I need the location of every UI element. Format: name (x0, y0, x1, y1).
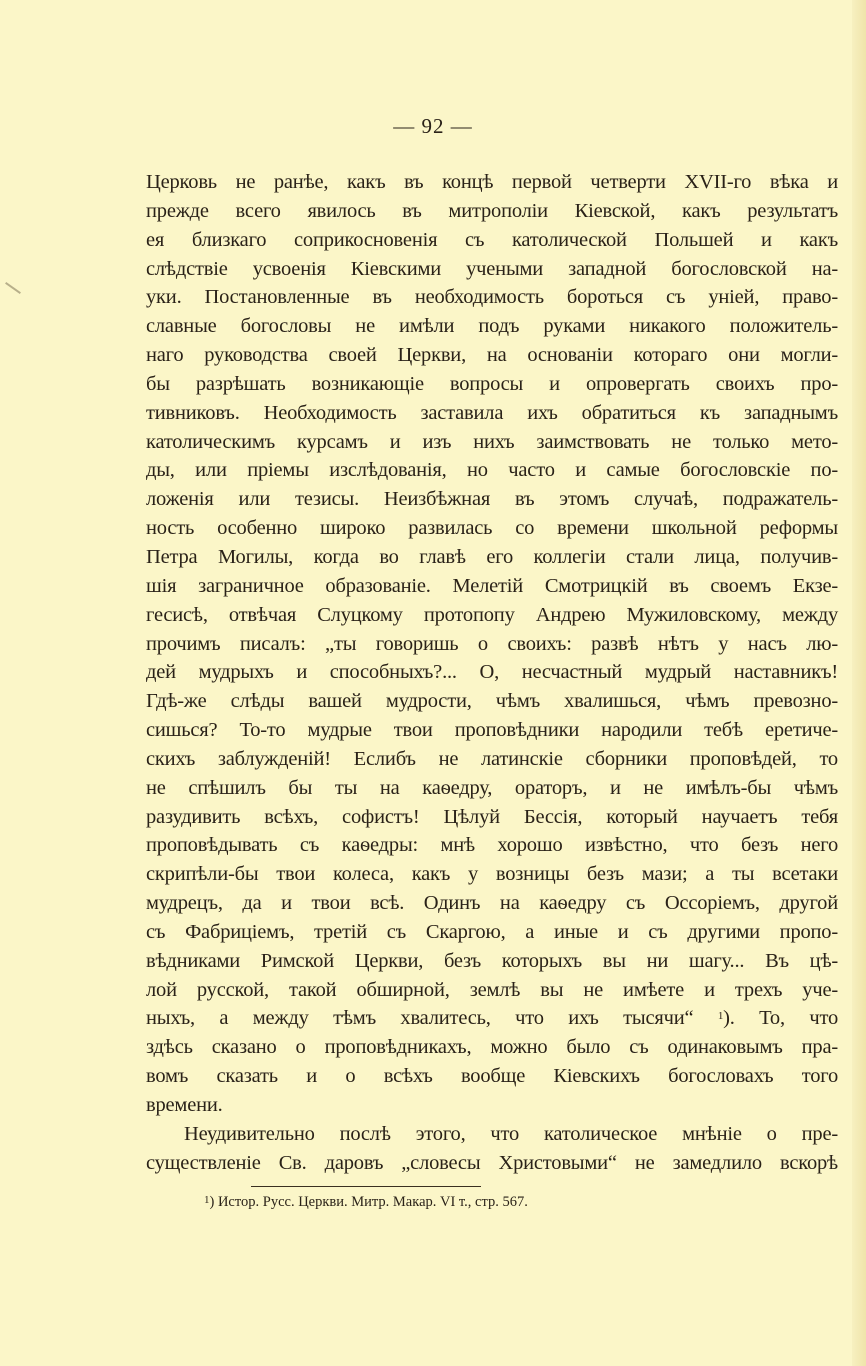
text-line: прежде всего явилось въ митрополіи Кіевской, какъ результатъ (146, 199, 838, 222)
text-line: славные богословы не имѣли подъ руками никакого положитель- (146, 315, 838, 338)
page-edge-shadow (852, 0, 866, 1366)
text-line: наго руководства своей Церкви, на основаніи котораго они могли- (146, 344, 838, 367)
text-line: вѣдниками Римской Церкви, безъ которыхъ вы ни шагу... Въ цѣ- (146, 949, 838, 972)
text-line: существленіе Св. даровъ „словесы Христовыми“ не замедлило вскорѣ (146, 1151, 838, 1174)
text-line: лой русской, такой обширной, землѣ вы не имѣете и трехъ уче- (146, 978, 838, 1001)
page-number: — 92 — (393, 114, 473, 138)
text-line: Гдѣ-же слѣды вашей мудрости, чѣмъ хвалишься, чѣмъ превозно- (146, 690, 838, 713)
text-line: тивниковъ. Необходимость заставила ихъ обратиться къ западнымъ (146, 401, 838, 424)
text-line: Церковь не ранѣе, какъ въ концѣ первой четверти XVII-го вѣка и (146, 171, 838, 193)
text-line: мудрецъ, да и твои всѣ. Одинъ на каѳедру съ Оссоріемъ, другой (146, 892, 838, 915)
text-line: ность особенно широко развилась со времени школьной реформы (146, 517, 838, 540)
text-line: съ Фабриціемъ, третій съ Скаргою, а иные и съ другими пропо- (146, 920, 838, 943)
footnote-rule (251, 1186, 481, 1187)
footnote-ref: 1 (717, 1010, 724, 1023)
text-line: здѣсь сказано о проповѣдникахъ, можно было съ одинаковымъ пра- (146, 1036, 838, 1059)
text-line: ея близкаго соприкосновенія съ католической Польшей и какъ (146, 228, 838, 251)
footnote (204, 1193, 528, 1211)
text-line: Неудивительно послѣ этого, что католическое мнѣніе о пре- (184, 1122, 838, 1145)
text-line: ложенія или тезисы. Неизбѣжная въ этомъ случаѣ, подражатель- (146, 488, 838, 511)
footnote-marker: 1 (204, 1194, 210, 1206)
text-line: шія заграничное образованіе. Мелетій Смотрицкій въ своемъ Екзе- (146, 574, 838, 597)
text-line: ды, или пріемы изслѣдованія, но часто и самые богословскіе по- (146, 459, 838, 482)
text-line: католическимъ курсамъ и изъ нихъ заимствовать не только мето- (146, 430, 838, 453)
text-line: времени. (146, 1094, 223, 1116)
text-line: вомъ сказать и о всѣхъ вообще Кіевскихъ богословахъ того (146, 1065, 838, 1088)
text-line: Петра Могилы, когда во главѣ его коллегіи стали лица, получив- (146, 545, 838, 568)
body-text (146, 168, 838, 1178)
text-line: скрипѣли-бы твои колеса, какъ у возницы безъ мази; а ты всетаки (146, 863, 838, 886)
text-line: скихъ заблужденій! Еслибъ не латинскіе сборники проповѣдей, то (146, 747, 838, 770)
text-line: гесисѣ, отвѣчая Слуцкому протопопу Андрею Мужиловскому, между (146, 603, 838, 626)
text-line: разудивить всѣхъ, софистъ! Цѣлуй Бессія, который научаетъ тебя (146, 805, 838, 828)
margin-mark (5, 282, 21, 294)
footnote-text: ) Истор. Русс. Церкви. Митр. Макар. VI т., стр. 567. (209, 1194, 528, 1210)
text-line: уки. Постановленные въ необходимость бороться съ уніей, право- (146, 286, 838, 309)
text-line: слѣдствіе усвоенія Кіевскими учеными западной богословской на- (146, 257, 838, 280)
text-line: не спѣшилъ бы ты на каѳедру, ораторъ, и не имѣлъ-бы чѣмъ (146, 776, 838, 799)
line-text: ). То, что (723, 1007, 838, 1030)
text-line: бы разрѣшать возникающіе вопросы и опровергать своихъ про- (146, 372, 838, 395)
text-line: проповѣдывать съ каѳедры: мнѣ хорошо извѣстно, что безъ него (146, 834, 838, 857)
text-line: сишься? То-то мудрые твои проповѣдники народили тебѣ еретиче- (146, 719, 838, 742)
line-text: ныхъ, а между тѣмъ хвалитесь, что ихъ тысячи“ (146, 1007, 718, 1030)
text-line (146, 1004, 838, 1033)
paragraph-1 (146, 168, 838, 1004)
text-line: прочимъ писалъ: „ты говоришь о своихъ: развѣ нѣтъ у насъ лю- (146, 632, 838, 655)
text-line: дей мудрыхъ и способныхъ?... О, несчастный мудрый наставникъ! (146, 661, 838, 684)
